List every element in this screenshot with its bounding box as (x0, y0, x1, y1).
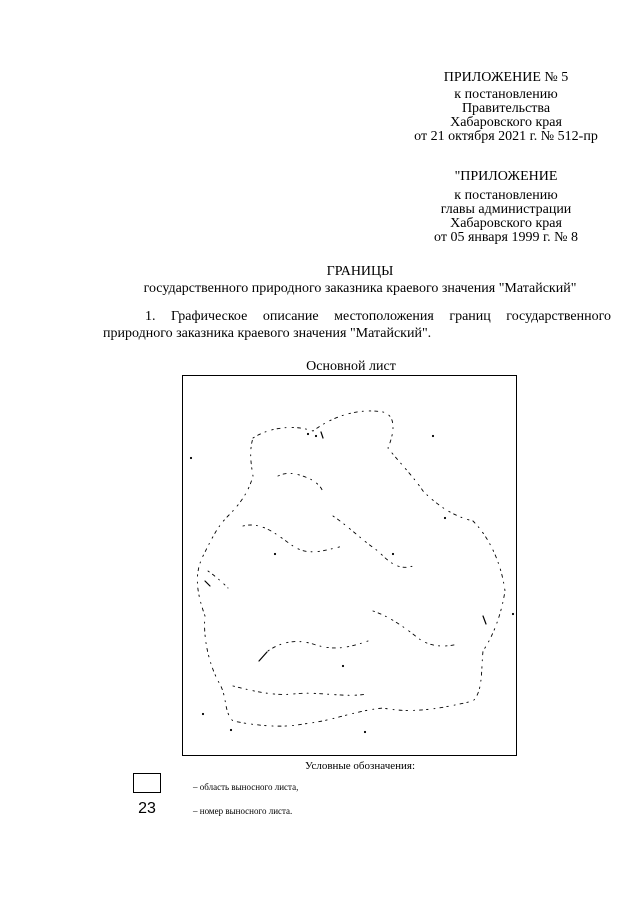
map-title: Основной лист (306, 359, 396, 374)
appendix-original-line: от 05 января 1999 г. № 8 (434, 230, 578, 245)
appendix-current-line: Хабаровского края (450, 115, 562, 130)
map-mark (259, 652, 267, 661)
legend-sheet-number-symbol: 23 (138, 800, 156, 817)
document-title (60, 263, 640, 297)
appendix-original-line: Хабаровского края (450, 216, 562, 231)
map-boundary-drawing (183, 376, 516, 755)
map-mark (230, 729, 232, 731)
map-mark (190, 457, 192, 459)
boundary-line (208, 571, 228, 588)
appendix-current-heading: ПРИЛОЖЕНИЕ № 5 (443, 70, 569, 85)
map-frame (182, 375, 517, 756)
appendix-current-line: от 21 октября 2021 г. № 512-пр (414, 129, 598, 144)
boundary-line (268, 641, 368, 651)
boundary-line (233, 686, 368, 695)
map-mark (364, 731, 366, 733)
boundary-line (278, 473, 323, 492)
map-mark (512, 613, 514, 615)
appendix-current-line: к постановлению (454, 87, 558, 102)
legend-area-text: – область выносного листа, (193, 782, 299, 792)
appendix-original-line: главы администрации (440, 202, 572, 217)
map-mark (202, 713, 204, 715)
map-mark (483, 616, 486, 624)
boundary-line (243, 525, 343, 552)
section-1-paragraph: 1. Графическое описание местоположения границ государственного природного заказника краевого значения "Матайский". (103, 309, 611, 341)
legend-area-symbol (133, 773, 161, 793)
legend-title: Условные обозначения: (304, 760, 416, 772)
appendix-current-block (400, 70, 612, 144)
map-mark (307, 433, 309, 435)
map-mark (315, 435, 317, 437)
appendix-original-line: к постановлению (454, 188, 558, 203)
appendix-current-line: Правительства (461, 101, 551, 116)
appendix-original-heading: "ПРИЛОЖЕНИЕ (454, 169, 558, 184)
document-title-main: ГРАНИЦЫ (326, 264, 394, 279)
map-mark (205, 581, 210, 586)
boundary-line (373, 611, 458, 646)
map-mark (432, 435, 434, 437)
appendix-original-block (400, 169, 612, 245)
document-title-subtitle: государственного природного заказника краевого значения "Матайский" (143, 281, 577, 296)
map-mark (342, 665, 344, 667)
map-mark (321, 432, 323, 438)
map-mark (444, 517, 446, 519)
map-mark (392, 553, 394, 555)
legend-sheet-number-text: – номер выносного листа. (193, 806, 293, 816)
boundary-line (333, 516, 413, 567)
map-mark (274, 553, 276, 555)
boundary-line (197, 411, 505, 726)
